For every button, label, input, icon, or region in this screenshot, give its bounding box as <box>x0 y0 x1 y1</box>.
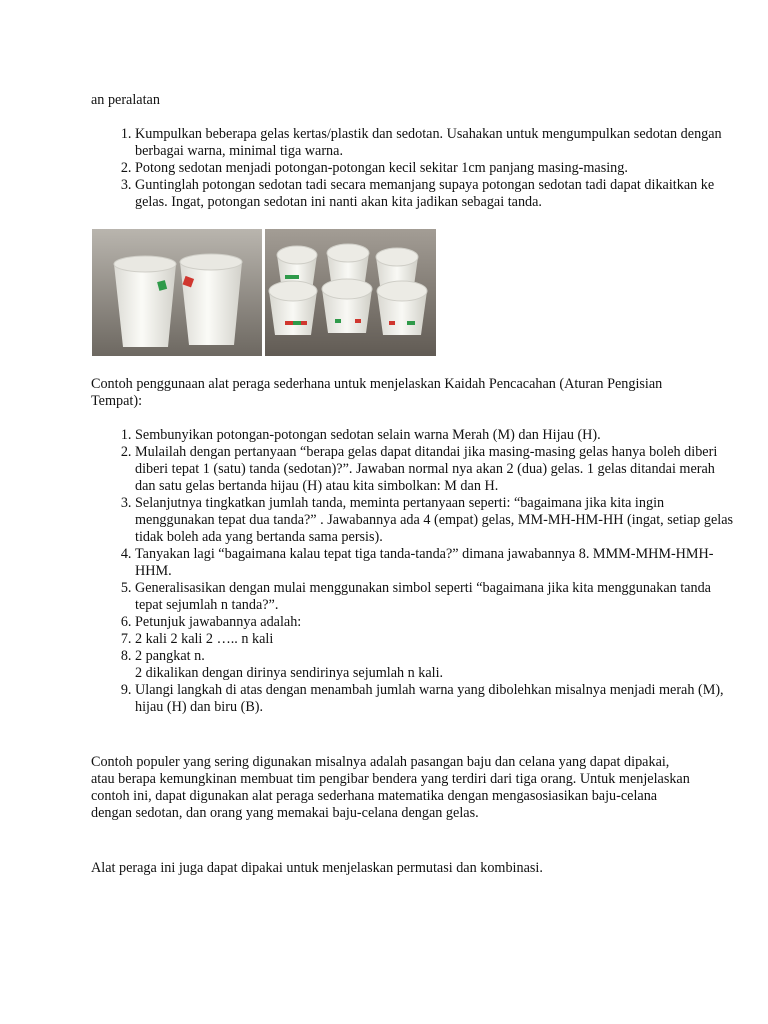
list-item: 7. 2 kali 2 kali 2 ….. n kali <box>135 631 735 648</box>
intro-paragraph: Contoh penggunaan alat peraga sederhana untuk menjelaskan Kaidah Pencacahan (Aturan Pengisian Tempat): <box>91 376 663 409</box>
paper-cups-two-photo <box>92 229 262 356</box>
list-item: 4. Tanyakan lagi “bagaimana kalau tepat tiga tanda-tanda?” dimana jawabannya 8. MMM-MHM-HMH-HHM. <box>135 546 735 580</box>
steps-list <box>91 427 735 716</box>
list-item-continuation: 2 dikalikan dengan dirinya sendirinya sejumlah n kali. <box>135 665 444 681</box>
photos-row <box>92 229 436 356</box>
closing-paragraph: Alat peraga ini juga dapat dipakai untuk menjelaskan permutasi dan kombinasi. <box>91 860 543 876</box>
list-item: 1. Sembunyikan potongan-potongan sedotan selain warna Merah (M) dan Hijau (H). <box>135 427 735 444</box>
list-item: 3. Selanjutnya tingkatkan jumlah tanda, meminta pertanyaan seperti: “bagaimana jika kita ingin menggunakan tepat dua tanda?” . Jawabannya ada 4 (empat) gelas, MM-MH-HM-HH (ingat, setiap gelas tidak boleh ada yang bertanda sama persis). <box>135 495 735 546</box>
list-item: 1. Kumpulkan beberapa gelas kertas/plastik dan sedotan. Usahakan untuk mengumpulkan sedotan dengan berbagai warna, minimal tiga warna. <box>135 126 735 160</box>
list-item-text: 2 pangkat n. <box>135 648 205 664</box>
list-item: 5. Generalisasikan dengan mulai menggunakan simbol seperti “bagaimana jika kita menggunakan tanda tepat sejumlah n tanda?”. <box>135 580 735 614</box>
paper-cups-six-photo <box>265 229 436 356</box>
paper-cups-six-icon <box>265 229 436 356</box>
materials-list <box>91 126 735 211</box>
example-paragraph: Contoh populer yang sering digunakan misalnya adalah pasangan baju dan celana yang dapat dipakai, atau berapa kemungkinan membuat tim pengibar bendera yang terdiri dari tiga orang. Untuk menjelaskan contoh ini, dapat digunakan alat peraga sederhana matematika dengan mengasosiasikan baju-celana dengan sedotan, dan orang yang memakai baju-celana dengan gelas. <box>91 754 690 821</box>
list-item <box>135 648 735 682</box>
list-item: 2. Potong sedotan menjadi potongan-potongan kecil sekitar 1cm panjang masing-masing. <box>135 160 735 177</box>
paper-cups-two-icon <box>92 229 262 356</box>
list-item: 3. Guntinglah potongan sedotan tadi secara memanjang supaya potongan sedotan tadi dapat dikaitkan ke gelas. Ingat, potongan sedotan ini nanti akan kita jadikan sebagai tanda. <box>135 177 735 211</box>
section-heading: an peralatan <box>91 92 160 108</box>
list-item: 2. Mulailah dengan pertanyaan “berapa gelas dapat ditandai jika masing-masing gelas hanya boleh diberi diberi tepat 1 (satu) tanda (sedotan)?”. Jawaban normal nya akan 2 (dua) gelas. 1 gelas ditandai merah dan satu gelas bertanda hijau (H) atau kita simbolkan: M dan H. <box>135 444 735 495</box>
list-item: 9. Ulangi langkah di atas dengan menambah jumlah warna yang dibolehkan misalnya menjadi merah (M), hijau (H) dan biru (B). <box>135 682 735 716</box>
list-item: 6. Petunjuk jawabannya adalah: <box>135 614 735 631</box>
